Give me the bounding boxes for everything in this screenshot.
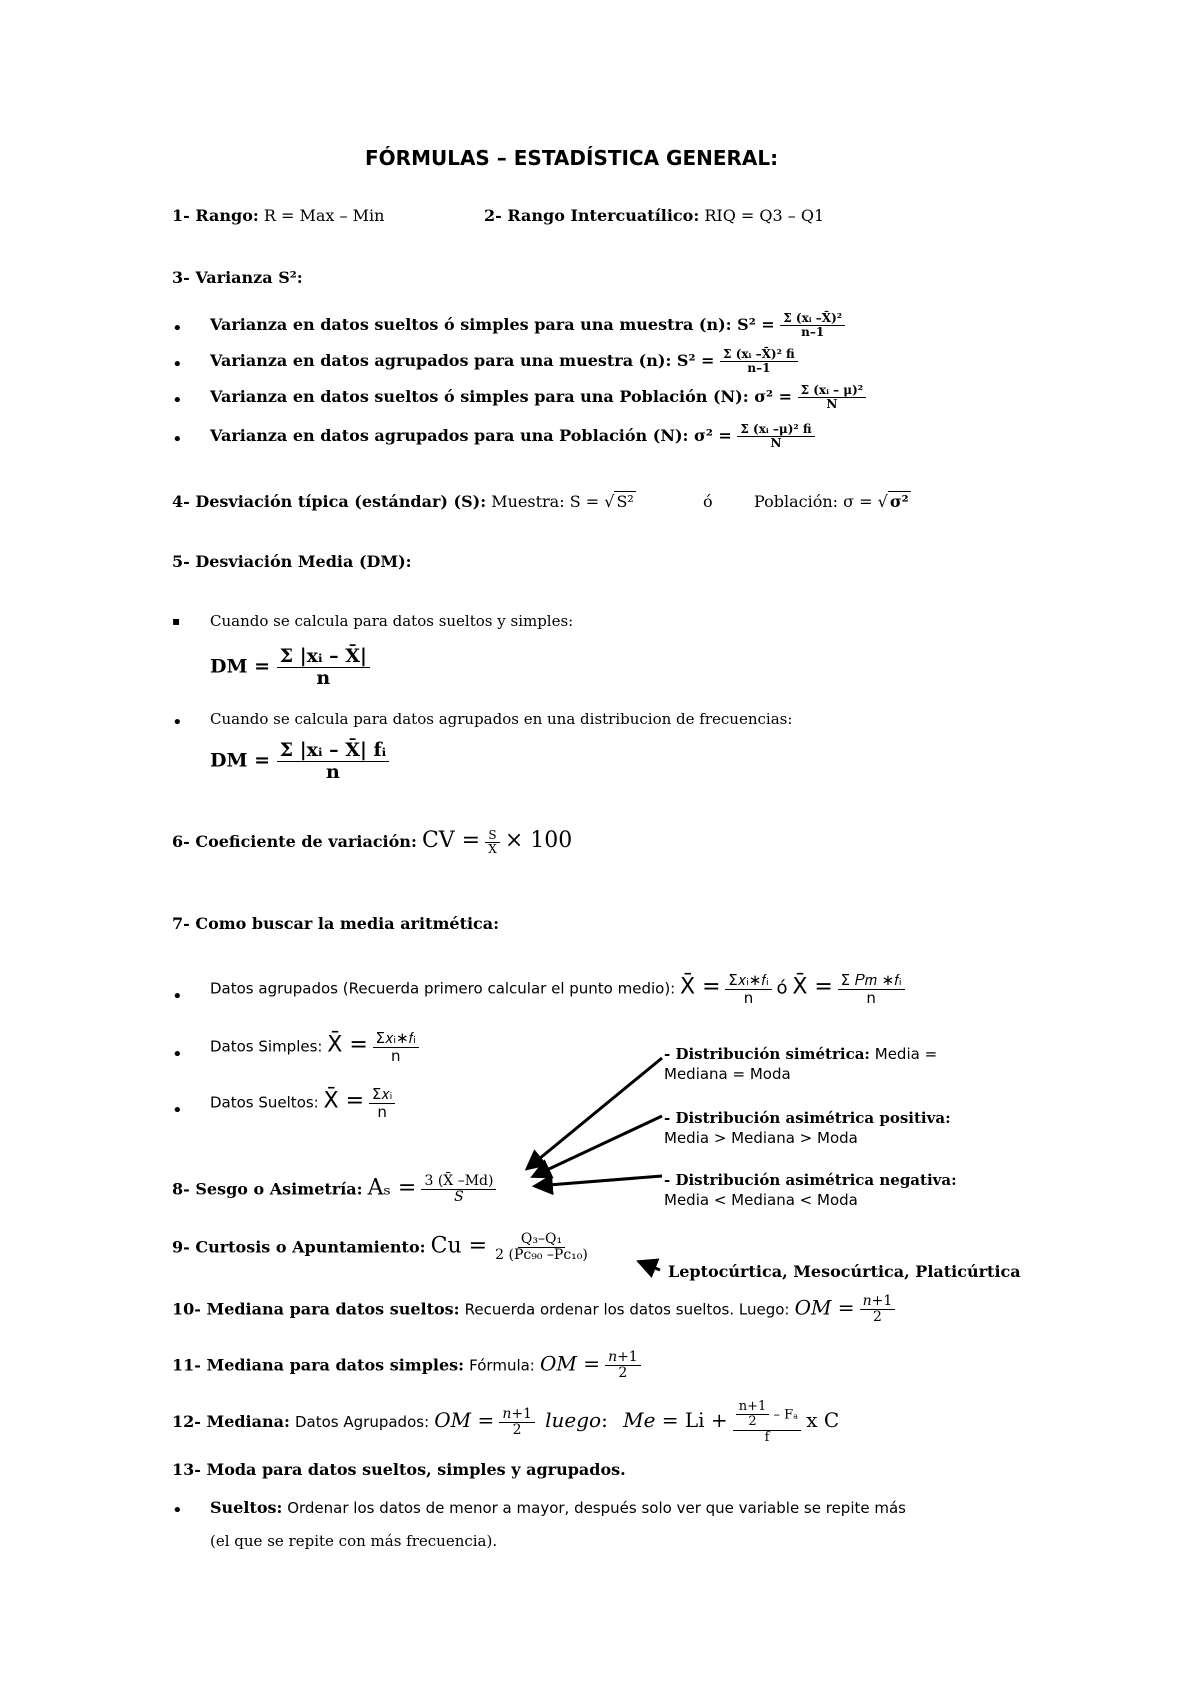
media-agrupados-frac: $\frac{\text{Σ𝑥ᵢ∗𝑓ᵢ}}{n}$ xyxy=(725,972,771,1006)
varianza-item-3-lhs: σ² = xyxy=(754,387,792,407)
bullet: • xyxy=(172,318,183,339)
mediana-agrupados-frac: $\frac{\text{𝑛+1}}{2}$ xyxy=(499,1407,535,1439)
varianza-item-2 xyxy=(210,348,798,375)
mediana-simples-line xyxy=(172,1350,641,1382)
media-simples: Datos Simples: X̄ = $\frac{\text{Σ𝑥ᵢ∗𝑓ᵢ}}{n}$ xyxy=(210,1030,419,1064)
mediana-sueltos-line xyxy=(172,1294,895,1326)
desviacion-tipica-label: 4- Desviación típica (estándar) (S): xyxy=(172,492,487,511)
varianza-item-4-text: Varianza en datos agrupados para una Población (N): xyxy=(210,426,689,446)
curtosis-line xyxy=(172,1232,591,1264)
curtosis-lhs: Cu = xyxy=(430,1233,488,1259)
poblacion-radicand: σ² xyxy=(889,492,909,511)
dist-simetrica-b: Mediana = Moda xyxy=(664,1065,791,1083)
muestra-radicand: S² xyxy=(616,492,634,511)
moda-sueltos xyxy=(210,1498,906,1517)
moda-heading: 13- Moda para datos sueltos, simples y agrupados. xyxy=(172,1460,626,1479)
dist-positiva-b: Media > Mediana > Moda xyxy=(664,1129,858,1147)
sesgo-frac: $\frac{3 (X̄ -Md)}{S}$ xyxy=(421,1174,496,1206)
media-sueltos-text: Datos Sueltos: xyxy=(210,1093,319,1112)
sesgo-lhs: Aₛ = xyxy=(367,1175,417,1201)
varianza-item-4 xyxy=(210,423,815,450)
dist-simetrica-label: - Distribución simétrica: xyxy=(664,1045,870,1063)
moda-sueltos-label: Sueltos: xyxy=(210,1498,283,1517)
mediana-simples-frac: $\frac{\text{𝑛+1}}{2}$ xyxy=(605,1350,641,1382)
desviacion-media-heading: 5- Desviación Media (DM): xyxy=(172,552,412,571)
mediana-agrupados-line xyxy=(172,1400,839,1445)
riq-label: 2- Rango Intercuatílico: xyxy=(484,206,700,225)
cv-frac: $\frac{S}{X̄}$ xyxy=(485,829,500,856)
mediana-simples-label: 11- Mediana para datos simples: xyxy=(172,1355,465,1375)
varianza-item-1 xyxy=(210,312,845,339)
bullet: • xyxy=(172,390,183,411)
dm-formula-1: DM = $\frac{\text{Σ |xᵢ – X̄|}}{n}$ xyxy=(210,646,370,689)
bullet: ▪ xyxy=(172,614,181,628)
curtosis-types: Leptocúrtica, Mesocúrtica, Platicúrtica xyxy=(668,1262,1021,1281)
dm-item-2: Cuando se calcula para datos agrupados en una distribucion de frecuencias: xyxy=(210,710,793,728)
mediana-luego: 𝑙𝑢𝑒𝑔𝑜: xyxy=(545,1407,608,1432)
rango-line xyxy=(172,206,384,225)
dist-negativa-b: Media < Mediana < Moda xyxy=(664,1191,858,1209)
dm-formula-2-frac: $\frac{\text{Σ |xᵢ – X̄| fᵢ}}{n}$ xyxy=(277,740,390,783)
coeficiente-variacion-line xyxy=(172,828,572,856)
dist-negativa xyxy=(664,1170,957,1210)
moda-sueltos-cont: (el que se repite con más frecuencia). xyxy=(210,1532,498,1550)
curtosis-frac: $\frac{\text{Q₃–Q₁}}{\text{2 (Pc₉₀ –Pc₁₀)}}$ xyxy=(495,1231,588,1264)
media-simples-text: Datos Simples: xyxy=(210,1037,323,1056)
media-sueltos: Datos Sueltos: X̄ = $\frac{\text{Σ𝑥ᵢ}}{n}$ xyxy=(210,1086,395,1120)
varianza-item-1-frac: $\frac{\text{Σ (xᵢ –X̄)²}}{n-1}$ xyxy=(780,312,845,339)
riq-formula: RIQ = Q3 – Q1 xyxy=(704,206,825,225)
dm-item-1: Cuando se calcula para datos sueltos y simples: xyxy=(210,612,574,630)
media-agrupados-text: Datos agrupados (Recuerda primero calcular el punto medio): xyxy=(210,979,676,998)
dist-simetrica-a: Media = xyxy=(874,1045,938,1063)
bullet: • xyxy=(172,354,183,375)
mediana-simples-text: Fórmula: xyxy=(469,1356,535,1375)
rango-label: 1- Rango: xyxy=(172,206,259,225)
mediana-sueltos-lhs: 𝑂𝑀 = xyxy=(794,1295,855,1320)
mediana-sueltos-frac: $\frac{\text{𝑛+1}}{2}$ xyxy=(860,1294,896,1326)
mediana-sueltos-text: Recuerda ordenar los datos sueltos. Luego: xyxy=(464,1300,790,1319)
varianza-item-2-frac: $\frac{\text{Σ (xᵢ –X̄)² fi}}{n-1}$ xyxy=(720,348,798,375)
arrow-curtosis-icon xyxy=(640,1262,660,1270)
poblacion-label: Población: σ = xyxy=(754,492,873,511)
mediana-agrupados-text: Datos Agrupados: xyxy=(295,1412,430,1431)
poblacion-formula: Población: σ = √ σ² xyxy=(754,492,909,511)
mediana-me-lhs: 𝑀𝑒 = Li + xyxy=(623,1407,728,1432)
muestra-formula: Muestra: S = xyxy=(491,492,600,511)
moda-sueltos-text: Ordenar los datos de menor a mayor, después solo ver que variable se repite más xyxy=(287,1499,906,1517)
bullet: • xyxy=(172,1100,183,1121)
sesgo-line xyxy=(172,1174,496,1206)
riq-line xyxy=(484,206,824,225)
arrow-negativa-icon xyxy=(536,1176,662,1186)
cv-lhs: CV = xyxy=(421,828,481,853)
page-title: FÓRMULAS – ESTADÍSTICA GENERAL: xyxy=(365,146,779,170)
dist-positiva-label: - Distribución asimétrica positiva: xyxy=(664,1109,951,1127)
cv-label: 6- Coeficiente de variación: xyxy=(172,832,417,851)
varianza-item-4-lhs: σ² = xyxy=(694,426,732,446)
varianza-item-2-text: Varianza en datos agrupados para una muestra (n): xyxy=(210,351,672,371)
mediana-me-frac: $\frac{n+1}{2}$ – Fₐ f xyxy=(733,1400,801,1445)
desviacion-tipica-line: 4- Desviación típica (estándar) (S): Muestra: S = √ S² xyxy=(172,492,634,511)
desviacion-or: ó xyxy=(703,492,713,511)
media-simples-frac: $\frac{\text{Σ𝑥ᵢ∗𝑓ᵢ}}{n}$ xyxy=(373,1030,419,1064)
media-sueltos-frac: $\frac{\text{Σ𝑥ᵢ}}{n}$ xyxy=(369,1086,396,1120)
rango-formula: R = Max – Min xyxy=(263,206,385,225)
dm-formula-1-frac: $\frac{\text{Σ |xᵢ – X̄|}}{n}$ xyxy=(277,646,370,689)
arrow-positiva-icon xyxy=(534,1116,662,1176)
varianza-heading: 3- Varianza S²: xyxy=(172,268,303,287)
bullet: • xyxy=(172,1500,183,1521)
sesgo-label: 8- Sesgo o Asimetría: xyxy=(172,1179,363,1199)
varianza-item-3 xyxy=(210,384,866,411)
dm-formula-2: DM = $\frac{\text{Σ |xᵢ – X̄| fᵢ}}{n}$ xyxy=(210,740,389,783)
varianza-item-1-lhs: S² = xyxy=(737,315,775,335)
mediana-agrupados-label: 12- Mediana: xyxy=(172,1411,290,1431)
varianza-item-4-frac: $\frac{\text{Σ (xᵢ –μ)² fi}}{N}$ xyxy=(737,423,814,450)
bullet: • xyxy=(172,986,183,1007)
mediana-simples-lhs: 𝑂𝑀 = xyxy=(539,1351,600,1376)
mediana-sueltos-label: 10- Mediana para datos sueltos: xyxy=(172,1299,460,1319)
media-agrupados-frac-2: $\frac{\text{Σ 𝑃𝑚 ∗𝑓ᵢ}}{n}$ xyxy=(838,972,905,1006)
arrow-simetrica-icon xyxy=(528,1058,662,1168)
media-aritmetica-heading: 7- Como buscar la media aritmética: xyxy=(172,914,500,933)
bullet: • xyxy=(172,1044,183,1065)
varianza-item-1-text: Varianza en datos sueltos ó simples para una muestra (n): xyxy=(210,315,732,335)
dist-simetrica xyxy=(664,1044,937,1084)
media-agrupados: Datos agrupados (Recuerda primero calcular el punto medio): X̄ = $\frac{\text{Σ𝑥ᵢ∗𝑓ᵢ}}{n}$ ó X̄ = $\frac{\text{Σ 𝑃𝑚 ∗𝑓ᵢ}}{n}$ xyxy=(210,972,905,1006)
curtosis-label: 9- Curtosis o Apuntamiento: xyxy=(172,1237,426,1257)
dist-negativa-label: - Distribución asimétrica negativa: xyxy=(664,1171,957,1189)
varianza-item-3-frac: $\frac{\text{Σ (xᵢ – μ)²}}{N}$ xyxy=(798,384,866,411)
varianza-item-3-text: Varianza en datos sueltos ó simples para una Población (N): xyxy=(210,387,749,407)
bullet: • xyxy=(172,429,183,450)
varianza-item-2-lhs: S² = xyxy=(676,351,715,371)
mediana-me-rhs: x C xyxy=(806,1407,840,1432)
bullet: • xyxy=(172,712,183,733)
dist-positiva xyxy=(664,1108,951,1148)
mediana-agrupados-lhs: 𝑂𝑀 = xyxy=(434,1407,495,1432)
cv-rhs: × 100 xyxy=(504,828,573,853)
